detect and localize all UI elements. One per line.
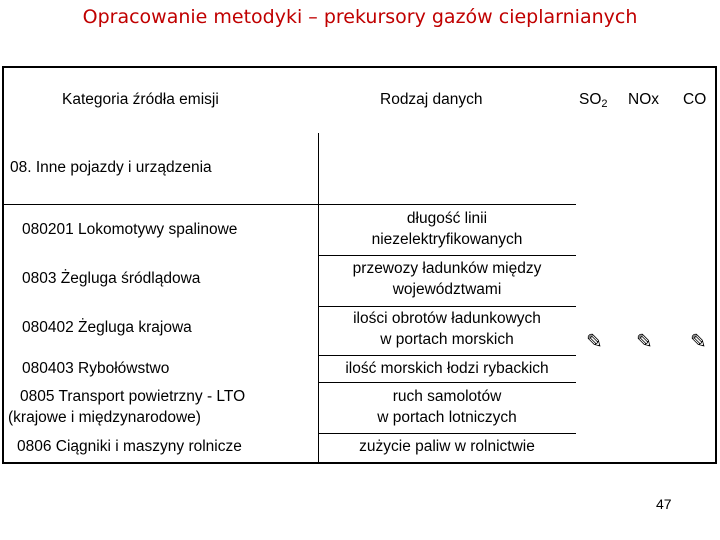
row-data-type: ruch samolotów w portach lotniczych bbox=[377, 388, 517, 426]
row-category: 0805 Transport powietrzny - LTO (krajowe i międzynarodowe) bbox=[8, 388, 246, 426]
row-divider bbox=[318, 355, 576, 356]
so2-pencil-icon: ✎ bbox=[586, 331, 603, 353]
row-data-type: zużycie paliw w rolnictwie bbox=[359, 438, 535, 455]
section-label: 08. Inne pojazdy i urządzenia bbox=[10, 159, 212, 176]
header-so2: $SO_2$ bbox=[579, 91, 608, 110]
row-category: 0806 Ciągniki i maszyny rolnicze bbox=[17, 438, 242, 455]
header-category: Kategoria źródła emisji bbox=[62, 91, 219, 108]
slide-title: Opracowanie metodyki – prekursory gazów cieplarnianych bbox=[82, 6, 638, 28]
row-data-type: ilości obrotów ładunkowych w portach morskich bbox=[353, 310, 541, 348]
header-co: CO bbox=[683, 91, 707, 108]
row-category: 080201 Lokomotywy spalinowe bbox=[22, 221, 238, 238]
row-divider bbox=[318, 382, 576, 383]
row-divider bbox=[318, 433, 576, 434]
row-category: 0803 Żegluga śródlądowa bbox=[22, 270, 201, 287]
row-category: 080403 Rybołówstwo bbox=[22, 360, 170, 377]
row-divider bbox=[318, 306, 576, 307]
row-category: 080402 Żegluga krajowa bbox=[22, 319, 192, 336]
header-nox: NOx bbox=[628, 91, 659, 108]
row-data-type: przewozy ładunków między województwami bbox=[352, 260, 542, 298]
row-data-type: ilość morskich łodzi rybackich bbox=[345, 360, 549, 377]
header-data-type: Rodzaj danych bbox=[380, 91, 483, 108]
row-divider bbox=[318, 255, 576, 256]
row-data-type: długość linii niezelektryfikowanych bbox=[371, 210, 523, 248]
co-pencil-icon: ✎ bbox=[690, 331, 707, 353]
page-number: 47 bbox=[656, 496, 672, 512]
row-divider bbox=[2, 204, 318, 205]
row-divider bbox=[318, 204, 576, 205]
nox-pencil-icon: ✎ bbox=[636, 331, 653, 353]
